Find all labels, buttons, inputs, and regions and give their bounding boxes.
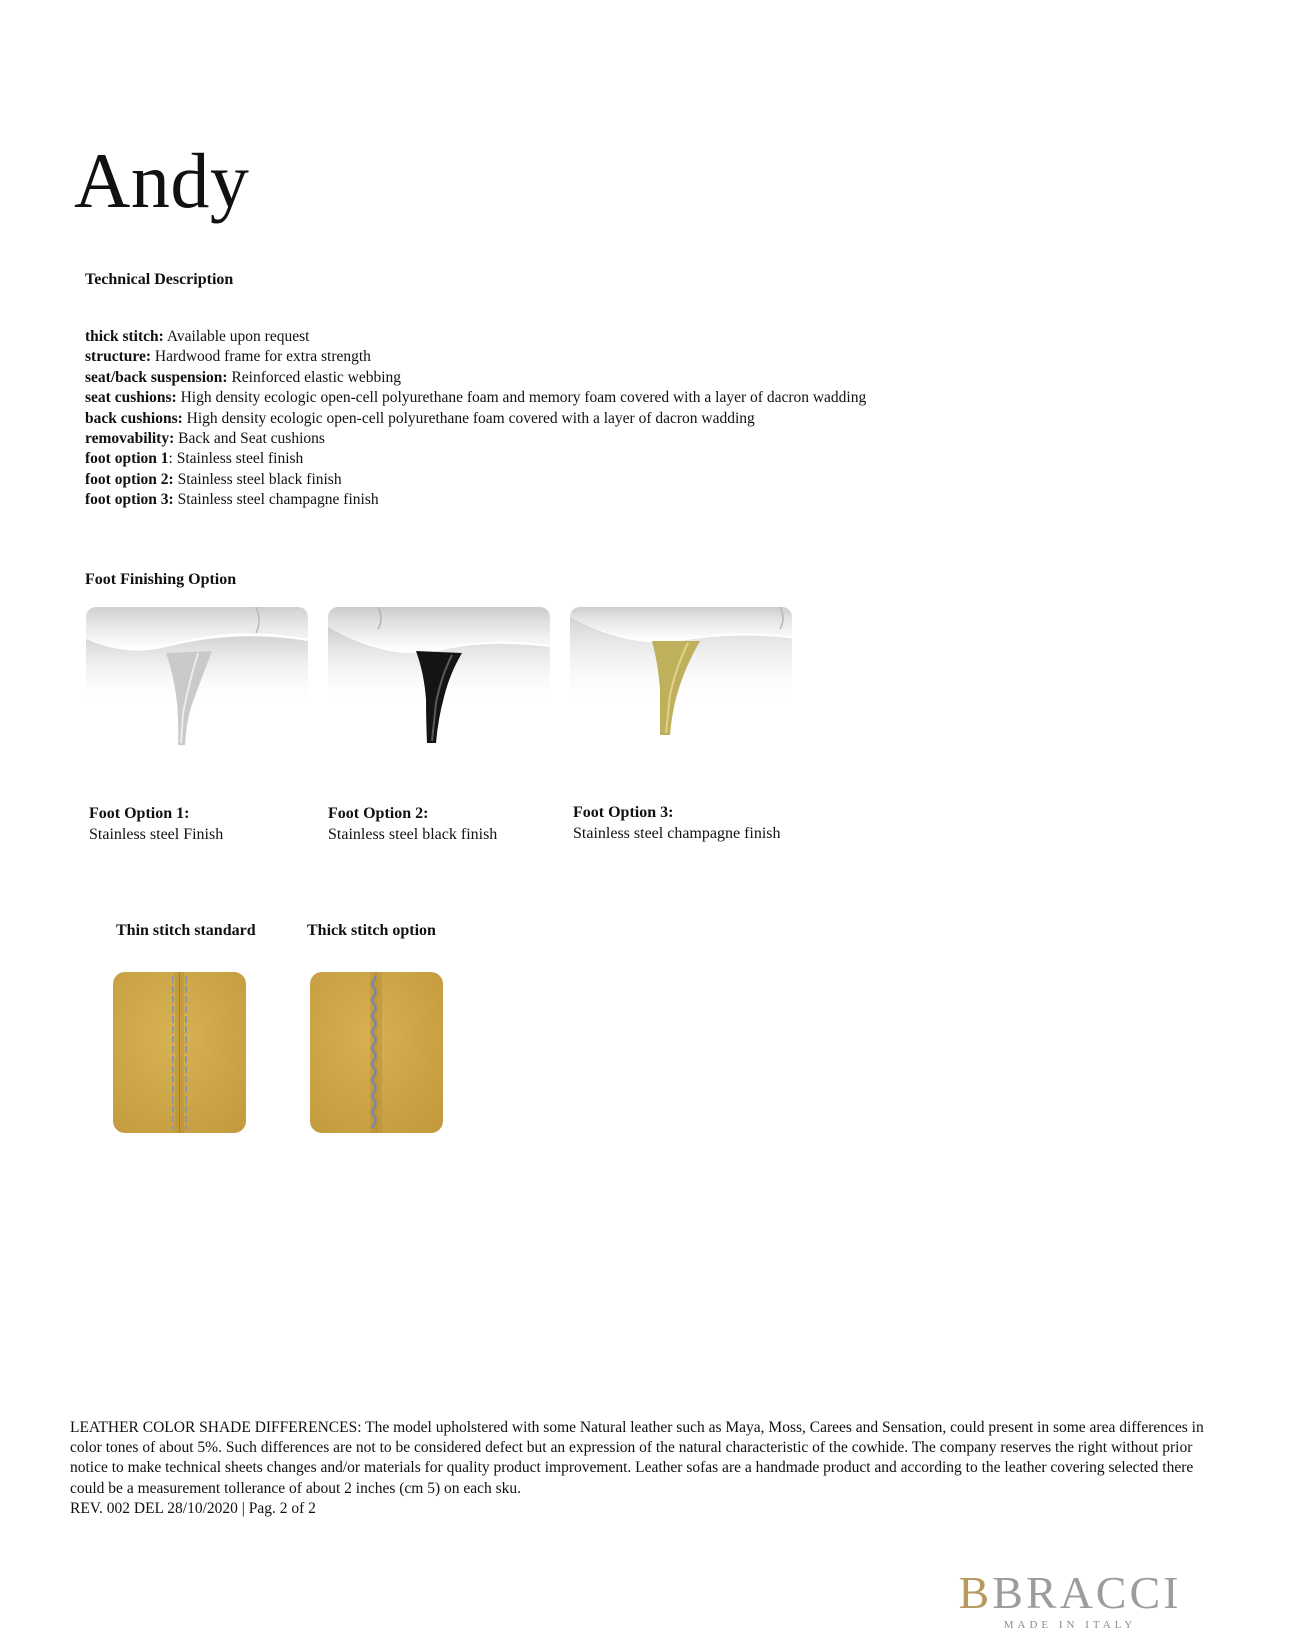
foot-option-label: Foot Option 1: [89,805,190,822]
spec-row [85,347,866,367]
spec-row [85,470,866,490]
bracci-logo [935,1567,1205,1631]
revision-line: REV. 002 DEL 28/10/2020 | Pag. 2 of 2 [70,1499,316,1517]
spec-row [85,449,866,469]
spec-key: seat cushions: [85,389,177,407]
disclaimer-text: LEATHER COLOR SHADE DIFFERENCES: The model upholstered with some Natural leather such as Maya, Moss, Carees and Sensation, could present in some area differences in color tones of about 5%. Such differences are not to be considered defect but an expression of the natural characteristic of the cowhide. The company reserves the right without prior notice to make technical sheets changes and/or materials for quality product improvement. Leather sofas are a handmade product and according to the leather covering selected there could be a measurement tollerance of about 2 inches (cm 5) on each sku. [70,1419,1204,1497]
spec-key: back cushions: [85,409,183,427]
spec-value: Stainless steel black finish [173,470,342,488]
logo-tagline: MADE IN ITALY [1003,1619,1137,1631]
spec-value: Stainless steel champagne finish [173,491,379,509]
page-title: Andy [74,137,250,224]
foot-option-3-image [570,607,792,749]
spec-value: High density ecologic open-cell polyurethane foam and memory foam covered with a layer of dacron wadding [176,389,867,407]
spec-row [85,409,866,429]
spec-key: foot option 1 [85,450,169,468]
spec-key: foot option 3: [85,491,174,509]
spec-list [85,327,866,511]
foot-option-desc: Stainless steel Finish [89,826,224,843]
foot-option-desc: Stainless steel champagne finish [573,825,781,842]
logo-first-letter: B [958,1567,993,1618]
thin-stitch-heading: Thin stitch standard [116,922,256,939]
foot-option-1-image [86,607,308,749]
spec-key: seat/back suspension: [85,368,228,386]
foot-option-label: Foot Option 3: [573,804,674,821]
spec-key: thick stitch: [85,328,164,345]
foot-option-label: Foot Option 2: [328,805,429,822]
sofa-leg-icon [86,607,308,749]
thick-stitch-heading: Thick stitch option [307,922,436,939]
spec-value: : Stainless steel finish [168,450,304,468]
sofa-leg-icon [570,607,792,749]
spec-row [85,490,866,510]
sofa-leg-icon [328,607,550,749]
spec-value: High density ecologic open-cell polyurethane foam covered with a layer of dacron wadding [182,409,755,427]
spec-row [85,368,866,388]
spec-value: Reinforced elastic webbing [227,368,402,386]
spec-row [85,327,866,347]
foot-option-2-caption [328,803,497,845]
spec-key: foot option 2: [85,470,174,488]
thin-stitch-swatch [113,972,246,1133]
spec-value: Hardwood frame for extra strength [151,348,371,366]
foot-finishing-heading: Foot Finishing Option [85,571,237,588]
spec-value: Back and Seat cushions [174,430,325,448]
spec-value: Available upon request [163,328,310,345]
foot-option-1-caption [89,803,223,845]
foot-option-3-caption [573,802,781,844]
spec-key: structure: [85,348,151,366]
leather-swatch-icon [310,972,443,1133]
disclaimer [70,1418,1220,1519]
spec-key: removability: [85,430,175,448]
spec-row [85,429,866,449]
logo-wordmark [935,1567,1205,1618]
logo-word: BRACCI [992,1567,1182,1618]
spec-row [85,388,866,408]
thick-stitch-swatch [310,972,443,1133]
foot-option-2-image [328,607,550,749]
technical-description-heading: Technical Description [85,271,234,288]
leather-swatch-icon [113,972,246,1133]
foot-option-desc: Stainless steel black finish [328,826,498,843]
